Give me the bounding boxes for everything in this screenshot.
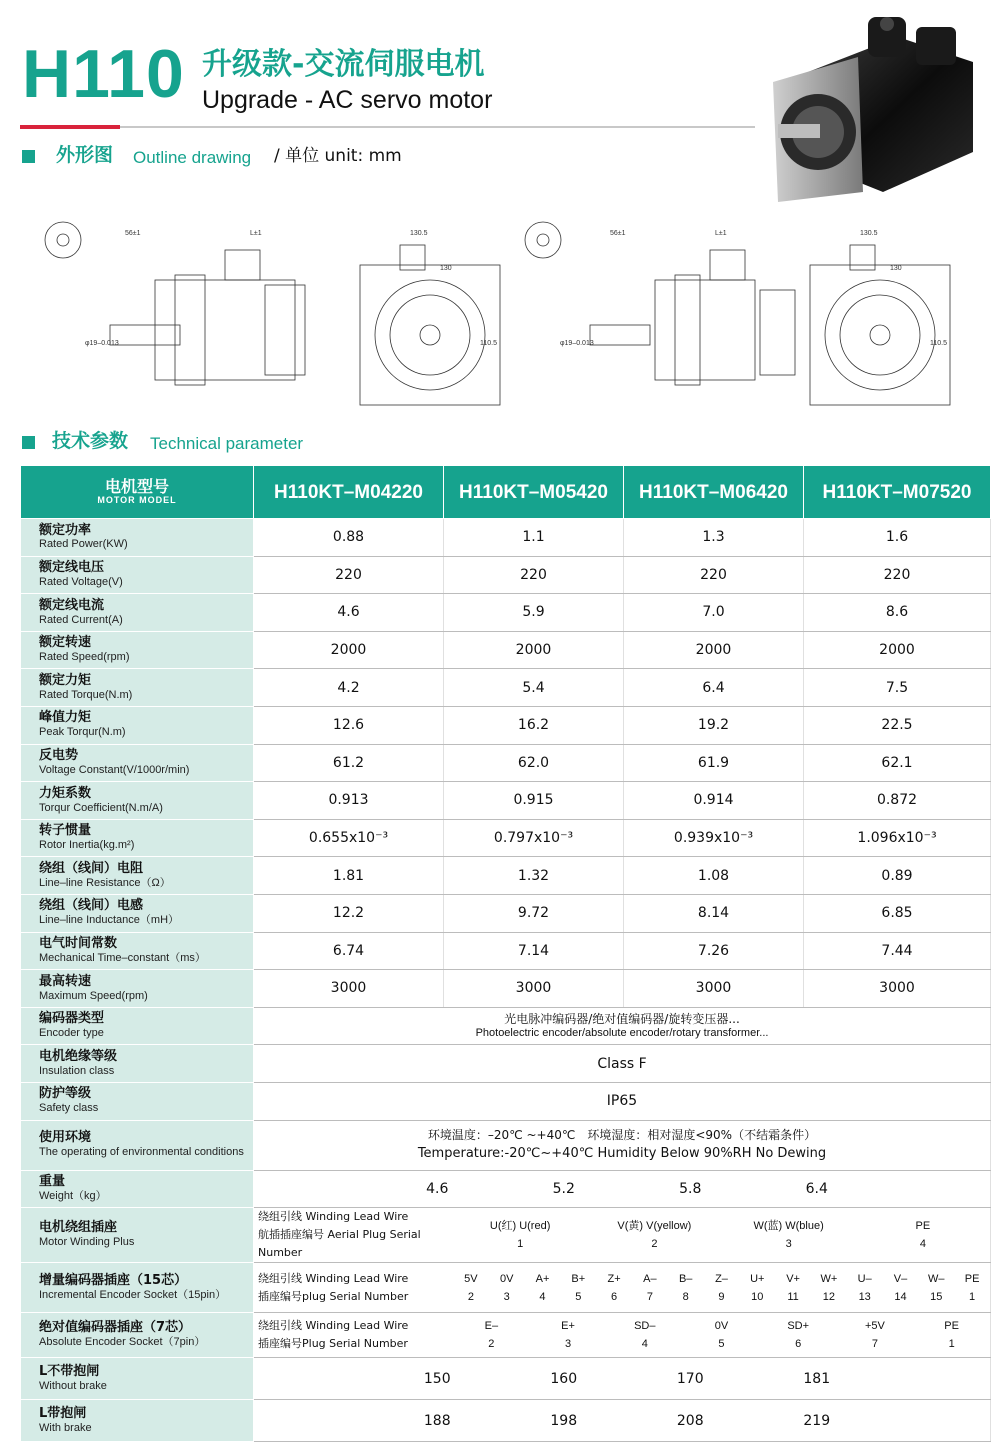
table-row <box>21 1208 991 1263</box>
row-label: 反电势 Voltage Constant(V/1000r/min) <box>21 744 254 782</box>
weight-value <box>254 1170 991 1208</box>
safety-value: IP65 <box>254 1082 991 1120</box>
dim-56-label: 56±1 <box>125 230 141 237</box>
table-cell: 220 <box>254 556 444 594</box>
outline-drawing-right <box>505 195 985 410</box>
table-cell: 3000 <box>444 970 624 1008</box>
row-label: 额定线电压 Rated Voltage(V) <box>21 556 254 594</box>
length-cell: 188 <box>423 1412 451 1429</box>
table-row <box>21 970 991 1008</box>
table-cell: 12.2 <box>254 894 444 932</box>
pin-cell: 15 <box>930 1290 943 1303</box>
dim-130-5-label: 130.5 <box>860 230 878 237</box>
row-label: L带抱闸 With brake <box>21 1400 254 1442</box>
weight-cell: 5.8 <box>679 1180 702 1197</box>
table-cell: 1.08 <box>624 857 804 895</box>
table-cell: 220 <box>624 556 804 594</box>
motor-model-header: 电机型号 MOTOR MODEL <box>21 466 254 519</box>
outline-section-title-cn: 外形图 <box>56 144 114 166</box>
table-row <box>21 1007 991 1045</box>
header-divider <box>20 126 755 128</box>
lead-cell: V(黄) V(yellow) <box>617 1220 692 1233</box>
table-cell: 0.797x10⁻³ <box>444 819 624 857</box>
pin-cell: 2 <box>467 1290 474 1303</box>
table-cell: 62.0 <box>444 744 624 782</box>
lead-cell: A+ <box>535 1272 550 1285</box>
row-label: 峰值力矩 Peak Torqur(N.m) <box>21 706 254 744</box>
table-cell: 0.655x10⁻³ <box>254 819 444 857</box>
lead-cell: PE <box>915 1220 931 1233</box>
model-header: H110KT–M07520 <box>804 466 991 519</box>
table-cell: 7.26 <box>624 932 804 970</box>
lead-cell: SD+ <box>787 1320 810 1333</box>
table-cell: 4.6 <box>254 594 444 632</box>
table-row <box>21 556 991 594</box>
pin-cell: 6 <box>611 1290 618 1303</box>
pin-cell: 8 <box>682 1290 689 1303</box>
weight-cell: 4.6 <box>426 1180 449 1197</box>
lead-cell: B– <box>678 1272 693 1285</box>
lead-cell: 0V <box>499 1272 514 1285</box>
lead-cell: PE <box>944 1320 959 1333</box>
table-cell: 1.096x10⁻³ <box>804 819 991 857</box>
table-row <box>21 669 991 707</box>
model-header: H110KT–M04220 <box>254 466 444 519</box>
table-row <box>21 706 991 744</box>
pin-cell: 10 <box>751 1290 764 1303</box>
tech-section-title-cn: 技术参数 <box>52 430 129 452</box>
table-cell: 3000 <box>804 970 991 1008</box>
lead-cell: W– <box>928 1272 945 1285</box>
lead-cell: E– <box>484 1320 499 1333</box>
table-cell: 2000 <box>444 631 624 669</box>
table-cell: 0.913 <box>254 782 444 820</box>
pin-cell: 3 <box>565 1338 572 1351</box>
table-cell: 3000 <box>624 970 804 1008</box>
table-cell: 1.1 <box>444 519 624 557</box>
table-cell: 2000 <box>254 631 444 669</box>
table-cell: 6.4 <box>624 669 804 707</box>
table-row <box>21 1400 991 1442</box>
dim-130-label: 130 <box>440 265 452 272</box>
pin-cell: 5 <box>575 1290 582 1303</box>
row-label: 转子惯量 Rotor Inertia(kg.m²) <box>21 819 254 857</box>
table-cell: 220 <box>804 556 991 594</box>
pin-cell: 1 <box>517 1238 524 1251</box>
row-label: 编码器类型 Encoder type <box>21 1007 254 1045</box>
table-cell: 6.85 <box>804 894 991 932</box>
row-label: 绕组（线间）电阻 Line–line Resistance（Ω） <box>21 857 254 895</box>
row-label: 电气时间常数 Mechanical Time–constant（ms） <box>21 932 254 970</box>
table-cell: 7.14 <box>444 932 624 970</box>
table-row <box>21 1082 991 1120</box>
row-label: 重量 Weight（kg） <box>21 1170 254 1208</box>
table-row <box>21 1313 991 1358</box>
table-cell: 1.3 <box>624 519 804 557</box>
plug-value: 绕组引线 Winding Lead Wire 插座编号plug Serial Number 5V 0V A+ B+ Z+ A– B– Z– U+ V+ W+ U– V– W– PE 2 3 4 5 6 7 8 9 10 11 12 13 14 15 1 <box>254 1263 991 1313</box>
table-row <box>21 744 991 782</box>
weight-cell: 6.4 <box>805 1180 828 1197</box>
lead-cell: V+ <box>786 1272 800 1285</box>
row-label: 力矩系数 Torqur Coefficient(N.m/A) <box>21 782 254 820</box>
pin-cell: 13 <box>858 1290 871 1303</box>
table-cell: 0.915 <box>444 782 624 820</box>
lead-cell: A– <box>643 1272 657 1285</box>
table-cell: 7.44 <box>804 932 991 970</box>
pin-cell: 6 <box>795 1338 802 1351</box>
table-cell: 2000 <box>804 631 991 669</box>
pin-cell: 2 <box>488 1338 495 1351</box>
row-label: 电机绕组插座 Motor Winding Plus <box>21 1208 254 1263</box>
table-row <box>21 631 991 669</box>
lead-cell: PE <box>964 1272 980 1285</box>
pin-cell: 4 <box>539 1290 546 1303</box>
table-cell: 22.5 <box>804 706 991 744</box>
dim-110-label: 110.5 <box>480 340 497 347</box>
row-label: 最高转速 Maximum Speed(rpm) <box>21 970 254 1008</box>
row-label: 绕组（线间）电感 Line–line Inductance（mH） <box>21 894 254 932</box>
table-cell: 62.1 <box>804 744 991 782</box>
lead-cell: V– <box>893 1272 908 1285</box>
row-label: L不带抱闸 Without brake <box>21 1358 254 1400</box>
table-cell: 8.6 <box>804 594 991 632</box>
lead-cell: U– <box>857 1272 872 1285</box>
model-header: H110KT–M05420 <box>444 466 624 519</box>
length-value <box>254 1400 991 1442</box>
length-cell: 198 <box>550 1412 578 1429</box>
table-row <box>21 1170 991 1208</box>
lead-cell: E+ <box>561 1320 575 1333</box>
table-row <box>21 1045 991 1083</box>
weight-cell: 5.2 <box>552 1180 575 1197</box>
section-marker <box>22 150 35 163</box>
pin-cell: 1 <box>948 1338 955 1351</box>
pin-cell: 7 <box>871 1338 878 1351</box>
table-cell: 7.0 <box>624 594 804 632</box>
table-cell: 0.88 <box>254 519 444 557</box>
table-cell: 1.81 <box>254 857 444 895</box>
pin-cell: 4 <box>919 1238 926 1251</box>
table-row <box>21 519 991 557</box>
length-cell: 219 <box>803 1412 831 1429</box>
table-cell: 16.2 <box>444 706 624 744</box>
row-label: 额定功率 Rated Power(KW) <box>21 519 254 557</box>
header-accent-bar <box>20 125 120 129</box>
row-label: 增量编码器插座（15芯） Incremental Encoder Socket（15pin） <box>21 1263 254 1313</box>
pin-cell: 1 <box>969 1290 976 1303</box>
length-cell: 170 <box>676 1370 704 1387</box>
table-row <box>21 594 991 632</box>
pin-cell: 14 <box>894 1290 907 1303</box>
table-cell: 6.74 <box>254 932 444 970</box>
dim-130-5-label: 130.5 <box>410 230 428 237</box>
encoder-value: 光电脉冲编码器/绝对值编码器/旋转变压器... Photoelectric encoder/absolute encoder/rotary transformer... <box>254 1007 991 1045</box>
table-cell: 1.6 <box>804 519 991 557</box>
dim-l-label: L±1 <box>250 230 262 237</box>
lead-cell: W+ <box>820 1272 838 1285</box>
row-label: 防护等级 Safety class <box>21 1082 254 1120</box>
length-cell: 160 <box>550 1370 578 1387</box>
table-cell: 220 <box>444 556 624 594</box>
pin-cell: 9 <box>718 1290 725 1303</box>
dim-phi-label: φ19–0.013 <box>85 340 119 347</box>
row-label: 电机绝缘等级 Insulation class <box>21 1045 254 1083</box>
dim-phi-label: φ19–0.013 <box>560 340 594 347</box>
length-cell: 181 <box>803 1370 831 1387</box>
row-label: 额定转速 Rated Speed(rpm) <box>21 631 254 669</box>
model-header: H110KT–M06420 <box>624 466 804 519</box>
row-label: 使用环境 The operating of environmental conditions <box>21 1120 254 1170</box>
lead-cell: +5V <box>864 1320 885 1333</box>
table-cell: 3000 <box>254 970 444 1008</box>
table-cell: 0.939x10⁻³ <box>624 819 804 857</box>
table-cell: 7.5 <box>804 669 991 707</box>
table-cell: 61.2 <box>254 744 444 782</box>
table-cell: 9.72 <box>444 894 624 932</box>
table-cell: 12.6 <box>254 706 444 744</box>
outline-section-title-en: Outline drawing <box>133 148 252 167</box>
pin-cell: 11 <box>787 1290 799 1303</box>
table-cell: 19.2 <box>624 706 804 744</box>
row-label: 额定线电流 Rated Current(A) <box>21 594 254 632</box>
dim-56-label: 56±1 <box>610 230 626 237</box>
dim-l-label: L±1 <box>715 230 727 237</box>
table-cell: 5.4 <box>444 669 624 707</box>
table-cell: 1.32 <box>444 857 624 895</box>
row-label: 绝对值编码器插座（7芯） Absolute Encoder Socket（7pin） <box>21 1313 254 1358</box>
table-row <box>21 1358 991 1400</box>
table-row <box>21 819 991 857</box>
plug-value: 绕组引线 Winding Lead Wire 插座编号Plug Serial Number E– E+ SD– 0V SD+ +5V PE 2 3 4 5 6 7 1 <box>254 1313 991 1358</box>
table-cell: 0.89 <box>804 857 991 895</box>
table-cell: 5.9 <box>444 594 624 632</box>
table-cell: 2000 <box>624 631 804 669</box>
pin-cell: 2 <box>651 1238 658 1251</box>
table-row <box>21 932 991 970</box>
lead-cell: U(红) U(red) <box>489 1220 551 1233</box>
pin-cell: 5 <box>718 1338 725 1351</box>
table-row <box>21 782 991 820</box>
section-marker <box>22 436 35 449</box>
table-cell: 8.14 <box>624 894 804 932</box>
environment-value: 环境温度：–20℃ ~+40℃ 环境湿度：相对湿度<90%（不结霜条件） Temperature:-20℃~+40℃ Humidity Below 90%RH No Dewing <box>254 1120 991 1170</box>
tech-section-title-en: Technical parameter <box>150 434 304 453</box>
length-cell: 208 <box>676 1412 704 1429</box>
lead-cell: Z+ <box>607 1272 621 1285</box>
table-row <box>21 1263 991 1313</box>
lead-cell: U+ <box>750 1272 765 1285</box>
length-cell: 150 <box>423 1370 451 1387</box>
product-title-cn: 升级款-交流伺服电机 <box>202 47 485 82</box>
pin-cell: 4 <box>641 1338 648 1351</box>
pin-cell: 12 <box>822 1290 836 1303</box>
dim-110-label: 110.5 <box>930 340 947 347</box>
outline-drawing-left <box>25 195 505 410</box>
plug-value: 绕组引线 Winding Lead Wire 航插插座编号 Aerial Plug Serial Number U(红) U(red) V(黄) V(yellow) W(蓝) W(blue) PE 1 2 3 4 <box>254 1208 991 1263</box>
product-title-en: Upgrade - AC servo motor <box>202 86 493 114</box>
tech-parameter-table <box>20 465 991 1442</box>
product-model-title: H110 <box>22 36 185 112</box>
lead-cell: W(蓝) W(blue) <box>753 1220 824 1233</box>
lead-cell: B+ <box>571 1272 586 1285</box>
lead-cell: 5V <box>464 1272 478 1285</box>
table-row <box>21 857 991 895</box>
table-cell: 0.914 <box>624 782 804 820</box>
pin-cell: 7 <box>646 1290 653 1303</box>
pin-cell: 3 <box>785 1238 792 1251</box>
pin-cell: 3 <box>503 1290 510 1303</box>
lead-cell: 0V <box>714 1320 729 1333</box>
table-cell: 4.2 <box>254 669 444 707</box>
length-value <box>254 1358 991 1400</box>
table-row <box>21 1120 991 1170</box>
outline-unit-label: / 单位 unit: mm <box>274 146 402 166</box>
table-row <box>21 894 991 932</box>
table-cell: 0.872 <box>804 782 991 820</box>
table-cell: 61.9 <box>624 744 804 782</box>
servo-motor-photo <box>768 12 988 212</box>
lead-cell: Z– <box>715 1272 728 1285</box>
insulation-value: Class F <box>254 1045 991 1083</box>
lead-cell: SD– <box>634 1320 656 1333</box>
row-label: 额定力矩 Rated Torque(N.m) <box>21 669 254 707</box>
dim-130-label: 130 <box>890 265 902 272</box>
